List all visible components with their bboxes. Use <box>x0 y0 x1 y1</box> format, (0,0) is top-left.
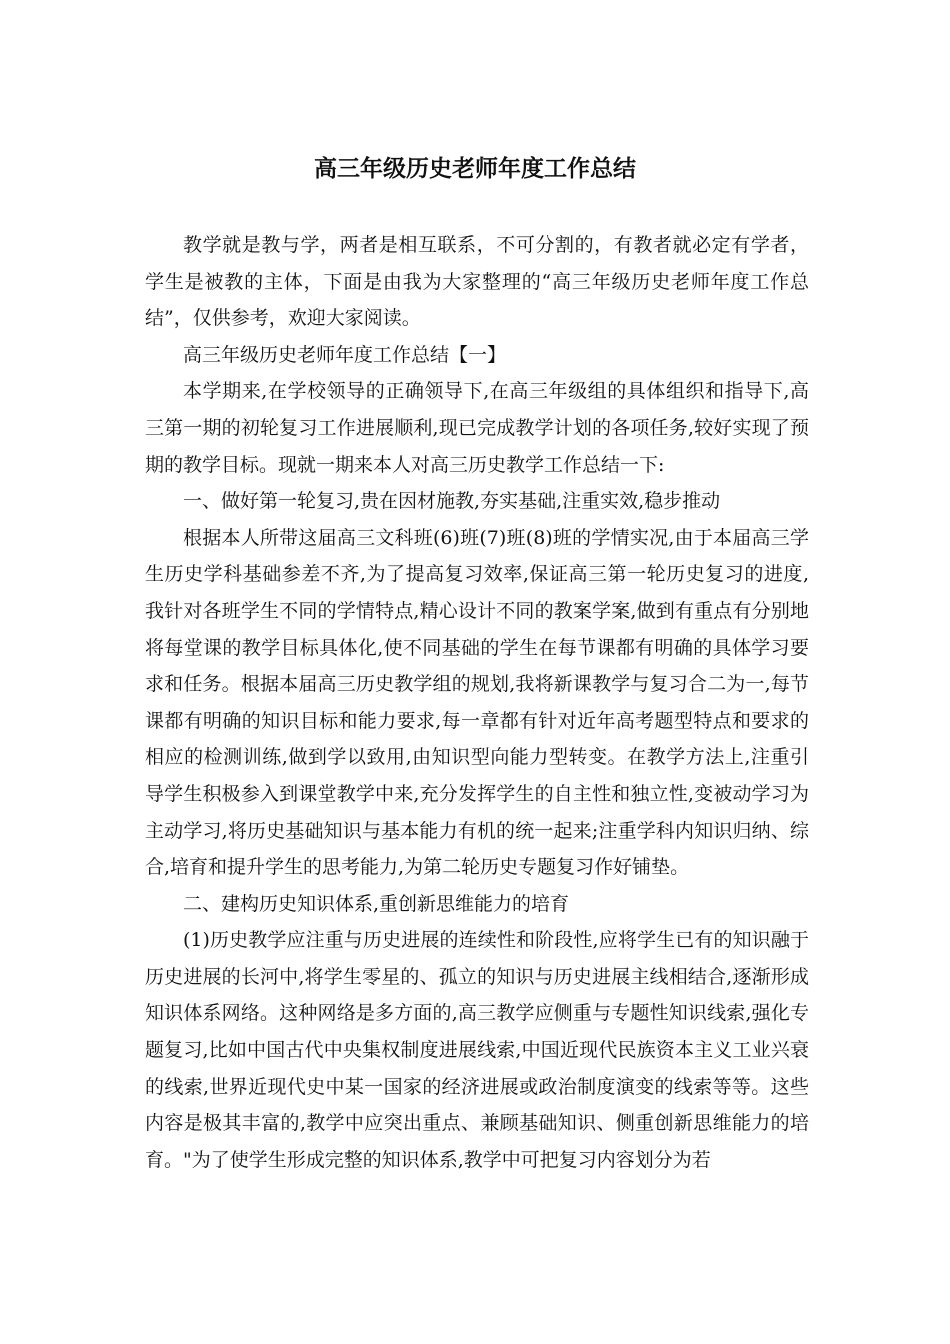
document-title: 高三年级历史老师年度工作总结 <box>314 156 636 182</box>
document-body <box>145 227 809 1178</box>
paragraph-overview: 本学期来,在学校领导的正确领导下,在高三年级组的具体组织和指导下,高三第一期的初轮复习工作进展顺利,现已完成教学计划的各项任务,较好实现了预期的教学目标。现就一期来本人对高三历史教学工作总结一下: <box>145 380 809 476</box>
section-heading-part-one: 高三年级历史老师年度工作总结【一】 <box>183 343 507 366</box>
paragraph-first-review: 根据本人所带这届高三文科班(6)班(7)班(8)班的学情实况,由于本届高三学生历史学科基础参差不齐,为了提高复习效率,保证高三第一轮历史复习的进度,我针对各班学生不同的学情特点,精心设计不同的教案学案,做到有重点有分别地将每堂课的教学目标具体化,使不同基础的学生在每节课都有明确的具体学习要求和任务。根据本届高三历史教学组的规划,我将新课教学与复习合二为一,每节课都有明确的知识目标和能力要求,每一章都有针对近年高考题型特点和要求的相应的检测训练,做到学以致用,由知识型向能力型转变。在教学方法上,注重引导学生积极参入到课堂教学中来,充分发挥学生的自主性和独立性,变被动学习为主动学习,将历史基础知识与基本能力有机的统一起来;注重学科内知识归纳、综合,培育和提升学生的思考能力,为第二轮历史专题复习作好铺垫。 <box>145 526 809 879</box>
paragraph-knowledge-system: (1)历史教学应注重与历史进展的连续性和阶段性,应将学生已有的知识融于历史进展的长河中,将学生零星的、孤立的知识与历史进展主线相结合,逐渐形成知识体系网络。这种网络是多方面的,高三教学应侧重与专题性知识线索,强化专题复习,比如中国古代中央集权制度进展线索,中国近现代民族资本主义工业兴衰的线索,世界近现代史中某一国家的经济进展或政治制度演变的线索等等。这些内容是极其丰富的,教学中应突出重点、兼顾基础知识、侧重创新思维能力的培育。"为了使学生形成完整的知识体系,教学中可把复习内容划分为若 <box>145 929 809 1171</box>
section-heading-knowledge-system: 二、建构历史知识体系,重创新思维能力的培育 <box>183 892 570 915</box>
section-heading-first-review: 一、做好第一轮复习,贵在因材施教,夯实基础,注重实效,稳步推动 <box>183 490 721 513</box>
paragraph-intro: 教学就是教与学，两者是相互联系，不可分割的，有教者就必定有学者，学生是被教的主体，下面是由我为大家整理的“高三年级历史老师年度工作总结”，仅供参考，欢迎大家阅读。 <box>145 234 809 330</box>
